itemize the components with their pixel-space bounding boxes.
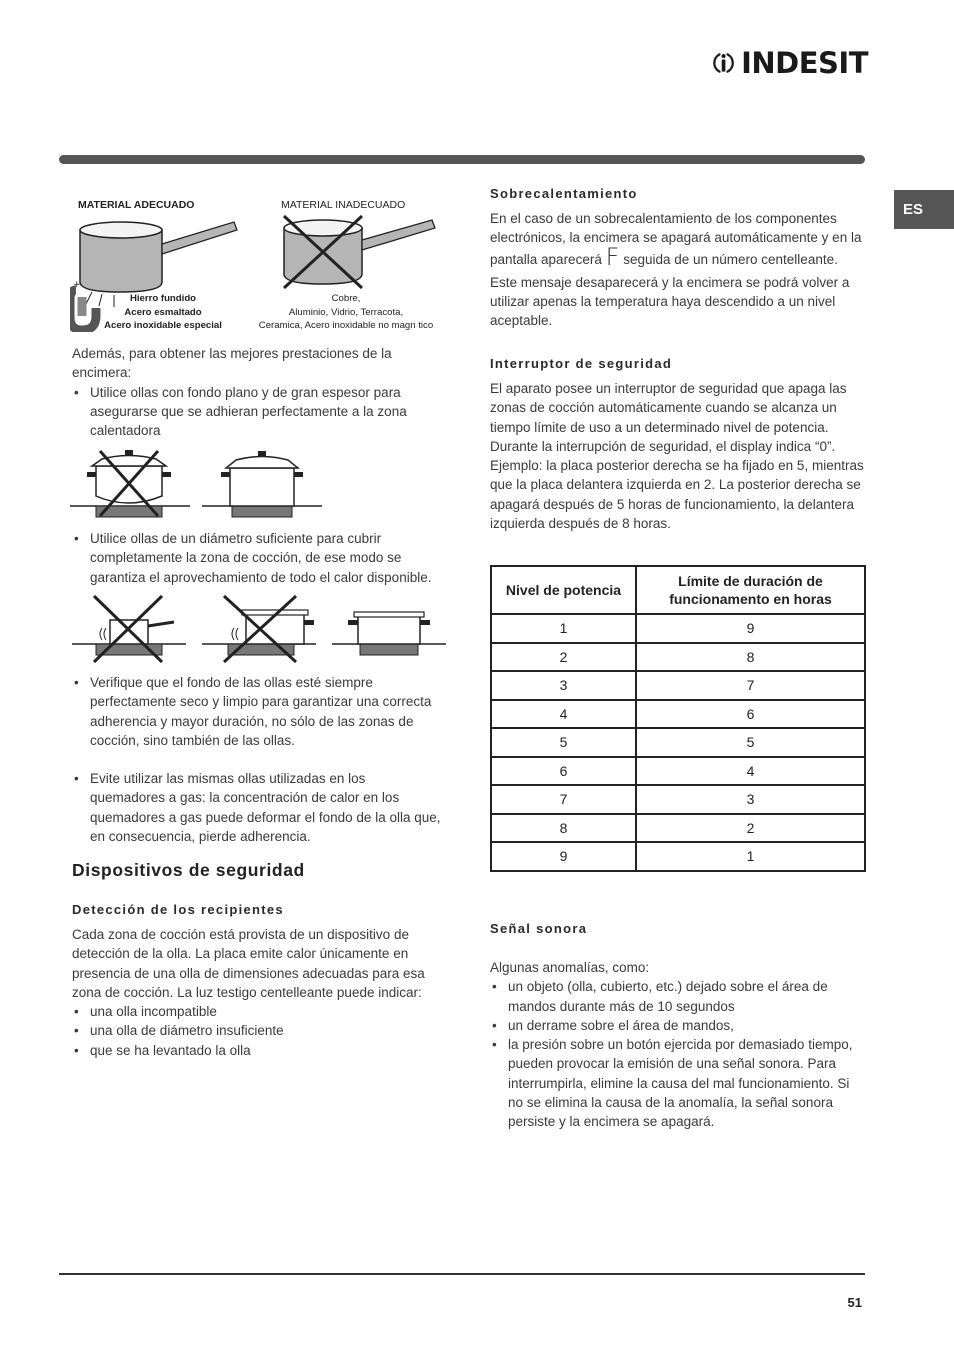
- table-cell: 6: [636, 700, 865, 729]
- section-title-safety: Dispositivos de seguridad: [72, 860, 305, 880]
- suitable-material-item: Acero esmaltado: [124, 306, 202, 318]
- table-row: [491, 643, 865, 672]
- table-row: [491, 614, 865, 643]
- table-header-power: Nivel de potencia: [491, 566, 636, 614]
- table-cell: 7: [491, 785, 636, 814]
- overheat-text: En el caso de un sobrecalentamiento de los componentes electrónicos, la encimera se apagará automáticamente y en la pantalla aparecerá: [490, 211, 862, 267]
- table-row: [491, 728, 865, 757]
- display-f-symbol: F: [605, 242, 620, 271]
- unsuitable-material-item: Aluminio, Vidrio, Terracota,: [288, 306, 404, 318]
- table-cell: 9: [491, 842, 636, 871]
- suitable-material-item: Acero inoxidable especial: [104, 320, 222, 331]
- safety-switch-text: El aparato posee un interruptor de seguridad que apaga las zonas de cocción automáticamente cuando se alcanza un tiempo límite de uso a un determinado nivel de potencia. Durante la interrupción de seguridad, el display indica “0”. Ejemplo: la placa posterior derecha se ha fijado en 5, mientras que la placa delantera izquierda en 2. La posterior derecha se apagará después de 5 horas de funcionamiento, la delantera izquierda después de 8 horas.: [490, 381, 864, 532]
- power-limit-table: [490, 565, 866, 872]
- power-limit-table-wrap: [490, 565, 866, 872]
- page-number: 51: [847, 1295, 862, 1310]
- table-row: [491, 842, 865, 871]
- bullet-gas-pots: • Evite utilizar las mismas ollas utilizadas en los quemadores a gas: la concentración de calor en los quemadores a gas puede deformar el fondo de la olla que, en consecuencia, pierde adherencia.: [72, 769, 444, 846]
- table-cell: 9: [636, 614, 865, 643]
- suitable-material-title: MATERIAL ADECUADO: [78, 199, 195, 211]
- table-cell: 4: [491, 700, 636, 729]
- left-care-block: [72, 673, 444, 846]
- signal-item: • un objeto (olla, cubierto, etc.) dejado sobre el área de mandos durante más de 10 segundos: [490, 977, 866, 1016]
- unsuitable-material-title: MATERIAL INADECUADO: [281, 199, 406, 211]
- brand-emblem-icon: [712, 42, 735, 84]
- unsuitable-pot-illustration: [272, 210, 442, 290]
- detection-item: • una olla incompatible: [72, 1002, 444, 1021]
- language-tab: [894, 190, 954, 229]
- detection-block: [72, 925, 444, 1060]
- table-cell: 3: [636, 785, 865, 814]
- header-divider: [59, 155, 865, 164]
- unsuitable-material-item: Cobre,: [331, 293, 361, 304]
- left-diameter-block: [72, 529, 444, 587]
- table-cell: 2: [491, 643, 636, 672]
- svg-text:+: +: [73, 280, 81, 290]
- overheat-text-cont: seguida de un número centelleante.: [623, 251, 838, 267]
- unsuitable-material-item: Ceramica, Acero inoxidable no magn tico: [258, 320, 434, 331]
- sound-signal-intro: Algunas anomalías, como:: [490, 960, 650, 975]
- subheading-safety-switch: Interruptor de seguridad: [490, 356, 673, 371]
- table-cell: 5: [491, 728, 636, 757]
- suitable-material-item: Hierro fundido: [129, 293, 197, 304]
- intro-text: Además, para obtener las mejores prestaciones de la encimera:: [72, 346, 392, 381]
- table-cell: 1: [491, 614, 636, 643]
- subheading-sound-signal: Señal sonora: [490, 921, 588, 936]
- table-cell: 5: [636, 728, 865, 757]
- table-row: [491, 785, 865, 814]
- pot-diameter-illustration: [70, 594, 448, 666]
- bullet-diameter: • Utilice ollas de un diámetro suficiente para cubrir completamente la zona de cocción, de ese modo se garantiza el aprovechamiento de todo el calor disponible.: [72, 529, 444, 587]
- table-cell: 3: [491, 671, 636, 700]
- language-tab-label: ES: [903, 201, 924, 218]
- overheat-block: [490, 209, 866, 331]
- unsuitable-material-list: [248, 292, 444, 333]
- table-cell: 6: [491, 757, 636, 786]
- signal-item: • un derrame sobre el área de mandos,: [490, 1016, 866, 1035]
- detection-text: Cada zona de cocción está provista de un dispositivo de detección de la olla. La placa emite calor únicamente en presencia de una olla de dimensiones adecuadas para esa zona de cocción. La luz testigo centelleante puede indicar:: [72, 927, 425, 1000]
- detection-item: • una olla de diámetro insuficiente: [72, 1021, 444, 1040]
- table-cell: 1: [636, 842, 865, 871]
- table-header-limit: Límite de duración de funcionamento en horas: [636, 566, 865, 614]
- detection-item: • que se ha levantado la olla: [72, 1041, 444, 1060]
- table-cell: 8: [491, 814, 636, 843]
- table-header-row: [491, 566, 865, 614]
- table-row: [491, 814, 865, 843]
- table-cell: 2: [636, 814, 865, 843]
- bullet-clean-bottom: • Verifique que el fondo de las ollas esté siempre perfectamente seco y limpio para garantizar una correcta adherencia y mayor duración, no sólo de las zonas de cocción, sino también de las ollas.: [72, 673, 444, 750]
- bullet-flat-bottom: • Utilice ollas con fondo plano y de gran espesor para asegurarse que se adhieran perfectamente a la zona calentadora: [72, 383, 444, 441]
- subheading-overheat: Sobrecalentamiento: [490, 186, 638, 201]
- safety-switch-block: [490, 379, 866, 533]
- overheat-recovery-text: Este mensaje desaparecerá y la encimera se podrá volver a utilizar apenas la temperatura haya descendido a un nivel aceptable.: [490, 274, 850, 329]
- flat-bottom-pots-illustration: [70, 446, 330, 522]
- table-row: [491, 671, 865, 700]
- table-cell: 4: [636, 757, 865, 786]
- subheading-detection: Detección de los recipientes: [72, 902, 284, 917]
- brand-logo: [712, 42, 868, 84]
- footer-divider: [59, 1273, 865, 1275]
- sound-signal-block: [490, 958, 866, 1132]
- suitable-material-list: [96, 292, 230, 333]
- table-cell: 7: [636, 671, 865, 700]
- table-row: [491, 757, 865, 786]
- brand-name: INDESIT: [741, 46, 868, 80]
- signal-item: • la presión sobre un botón ejercida por demasiado tiempo, pueden provocar la emisión de una señal sonora. Para interrumpirla, elimine la causa del mal funcionamiento. Si no se elimina la causa de la anomalía, la señal sonora persiste y la encimera se apagará.: [490, 1035, 866, 1131]
- table-row: [491, 700, 865, 729]
- table-cell: 8: [636, 643, 865, 672]
- left-intro-block: [72, 344, 444, 440]
